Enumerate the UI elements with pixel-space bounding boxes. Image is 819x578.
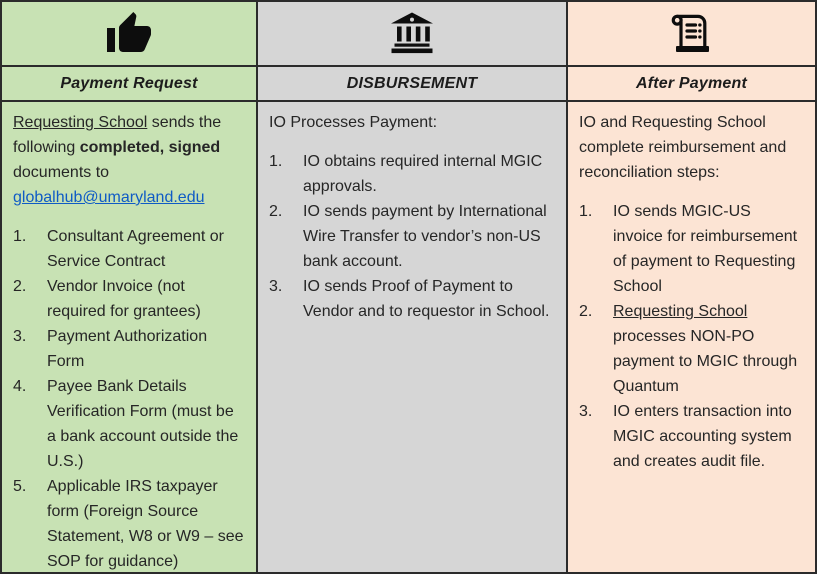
list-number: 3. (13, 328, 27, 345)
list-item: 5. Applicable IRS taxpayer form (Foreign Source Statement, W8 or W9 – see SOP for guidance) (13, 474, 246, 572)
disbursement-icon-cell (258, 2, 566, 65)
disbursement-intro: IO Processes Payment: (269, 114, 438, 131)
payment-request-title: Payment Request (60, 74, 198, 92)
after-payment-list (579, 199, 805, 474)
payment-request-body (2, 102, 256, 572)
disbursement-list (269, 149, 556, 324)
list-number: 3. (579, 403, 593, 420)
completed-signed-bold: completed, signed (79, 139, 221, 156)
list-item: 2. IO sends payment by International Wire Transfer to vendor’s non-US bank account. (269, 199, 556, 274)
list-number: 2. (269, 203, 283, 220)
list-number: 1. (13, 228, 27, 245)
list-number: 2. (13, 278, 27, 295)
payment-request-icon-cell (2, 2, 256, 65)
list-item: 2. Requesting School processes NON-PO payment to MGIC through Quantum (579, 299, 805, 399)
list-number: 5. (13, 478, 27, 495)
list-number: 3. (269, 278, 283, 295)
after-payment-title: After Payment (635, 74, 748, 92)
list-number: 2. (579, 303, 593, 320)
column-header-after-payment (568, 67, 815, 100)
list-item: 1. Consultant Agreement or Service Contract (13, 224, 246, 274)
list-item: 3. Payment Authorization Form (13, 324, 246, 374)
list-item: 4. Payee Bank Details Verification Form (must be a bank account outside the U.S.) (13, 374, 246, 474)
list-item: 1. IO obtains required internal MGIC approvals. (269, 149, 556, 199)
after-payment-intro: IO and Requesting School complete reimbursement and reconciliation steps: (579, 114, 787, 181)
requesting-school-underlined: Requesting School (613, 303, 748, 320)
column-header-disbursement (258, 67, 566, 100)
email-link[interactable]: globalhub@umaryland.edu (13, 189, 205, 206)
disbursement-body (258, 102, 566, 572)
list-item: 2. Vendor Invoice (not required for grantees) (13, 274, 246, 324)
bank-pediment-hole (410, 17, 414, 21)
receipt-icon (668, 10, 716, 58)
list-number: 1. (579, 203, 593, 220)
list-item: 3. IO enters transaction into MGIC accounting system and creates audit file. (579, 399, 805, 474)
after-payment-icon-cell (568, 2, 815, 65)
list-number: 4. (13, 378, 27, 395)
list-item: 1. IO sends MGIC-US invoice for reimbursement of payment to Requesting School (579, 199, 805, 299)
payment-request-list (13, 224, 246, 572)
bank-icon (387, 10, 437, 58)
list-number: 1. (269, 153, 283, 170)
requesting-school-underlined: Requesting School (13, 114, 148, 131)
disbursement-title: DISBURSEMENT (346, 74, 478, 92)
thumbs-up-icon (102, 10, 156, 58)
column-header-payment-request (2, 67, 256, 100)
list-item: 3. IO sends Proof of Payment to Vendor and to requestor in School. (269, 274, 556, 324)
after-payment-body (568, 102, 815, 572)
payment-request-intro: Requesting School sends the following completed, signed documents to globalhub@umaryland.edu (13, 114, 222, 206)
